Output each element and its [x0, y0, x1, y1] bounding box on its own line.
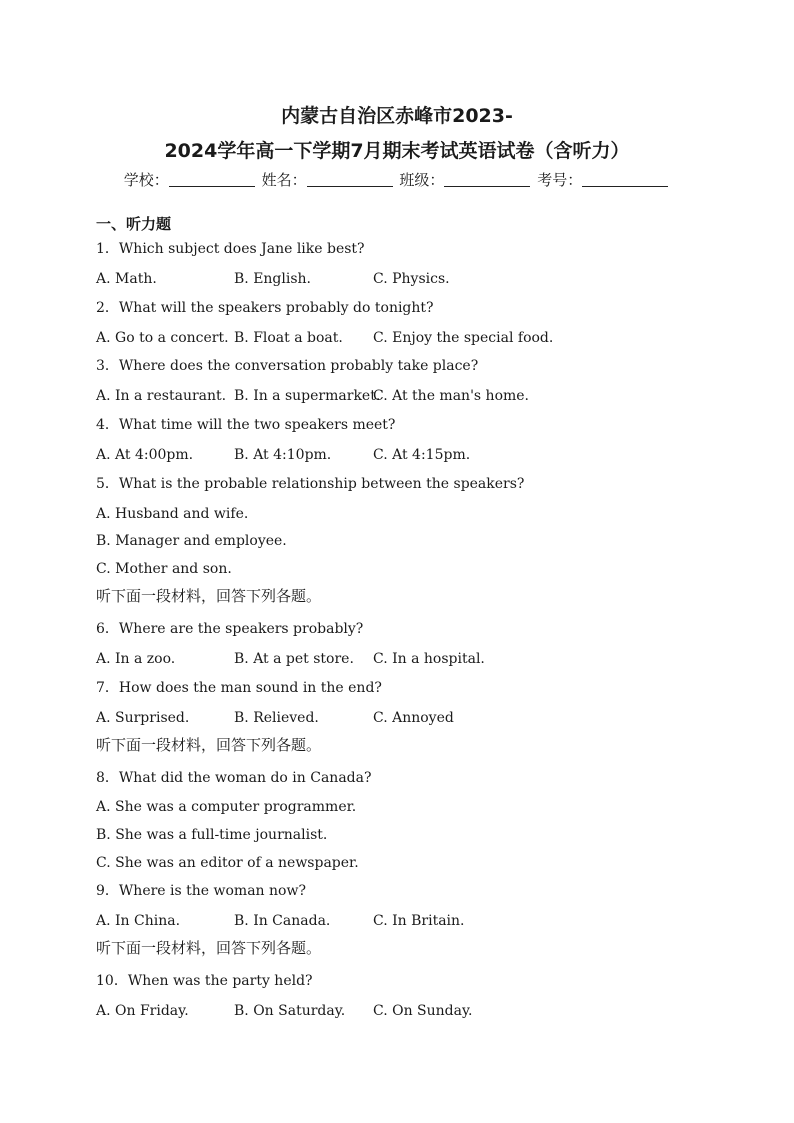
class-label: 班级：: [399, 171, 445, 189]
question-8: 8．What did the woman do in Canada?: [96, 770, 372, 786]
option-9b[interactable]: B. In Canada.: [234, 913, 331, 929]
option-4c[interactable]: C. At 4:15pm.: [373, 447, 471, 463]
option-4b[interactable]: B. At 4:10pm.: [234, 447, 332, 463]
option-5a[interactable]: A. Husband and wife.: [96, 506, 249, 522]
option-3a[interactable]: A. In a restaurant.: [96, 388, 227, 404]
student-info-row: [0, 170, 794, 190]
question-7: 7．How does the man sound in the end?: [96, 680, 382, 696]
option-1b[interactable]: B. English.: [234, 271, 311, 287]
option-5c[interactable]: C. Mother and son.: [96, 561, 232, 577]
question-5: 5．What is the probable relationship between the speakers?: [96, 476, 525, 492]
question-9: 9．Where is the woman now?: [96, 883, 306, 899]
instruction-2: 听下面一段材料，回答下列各题。: [96, 736, 322, 754]
option-2c[interactable]: C. Enjoy the special food.: [373, 330, 554, 346]
question-4: 4．What time will the two speakers meet?: [96, 417, 396, 433]
option-10c[interactable]: C. On Sunday.: [373, 1003, 473, 1019]
school-label: 学校：: [123, 171, 169, 189]
option-5b[interactable]: B. Manager and employee.: [96, 533, 287, 549]
class-blank[interactable]: [444, 172, 530, 187]
name-blank[interactable]: [307, 172, 393, 187]
question-3: 3．Where does the conversation probably take place?: [96, 358, 479, 374]
option-6c[interactable]: C. In a hospital.: [373, 651, 485, 667]
option-7b[interactable]: B. Relieved.: [234, 710, 319, 726]
option-3c[interactable]: C. At the man's home.: [373, 388, 530, 404]
option-9a[interactable]: A. In China.: [96, 913, 181, 929]
option-2b[interactable]: B. Float a boat.: [234, 330, 343, 346]
school-blank[interactable]: [169, 172, 255, 187]
option-2a[interactable]: A. Go to a concert.: [96, 330, 229, 346]
option-10b[interactable]: B. On Saturday.: [234, 1003, 346, 1019]
question-1: 1．Which subject does Jane like best?: [96, 241, 365, 257]
option-1c[interactable]: C. Physics.: [373, 271, 450, 287]
option-3b[interactable]: B. In a supermarket.: [234, 388, 381, 404]
title-line-1: 内蒙古自治区赤峰市2023-: [281, 105, 513, 127]
option-7a[interactable]: A. Surprised.: [96, 710, 190, 726]
question-6: 6．Where are the speakers probably?: [96, 621, 364, 637]
option-8b[interactable]: B. She was a full-time journalist.: [96, 827, 328, 843]
option-6a[interactable]: A. In a zoo.: [96, 651, 176, 667]
option-8c[interactable]: C. She was an editor of a newspaper.: [96, 855, 359, 871]
option-7c[interactable]: C. Annoyed: [373, 710, 454, 726]
option-10a[interactable]: A. On Friday.: [96, 1003, 189, 1019]
exam-number-blank[interactable]: [582, 172, 668, 187]
option-4a[interactable]: A. At 4:00pm.: [96, 447, 194, 463]
instruction-3: 听下面一段材料，回答下列各题。: [96, 939, 322, 957]
option-6b[interactable]: B. At a pet store.: [234, 651, 354, 667]
exam-number-label: 考号：: [537, 171, 583, 189]
option-1a[interactable]: A. Math.: [96, 271, 157, 287]
question-10: 10．When was the party held?: [96, 973, 313, 989]
option-9c[interactable]: C. In Britain.: [373, 913, 465, 929]
title-line-2: 2024学年高一下学期7月期末考试英语试卷（含听力）: [164, 140, 630, 162]
question-2: 2．What will the speakers probably do tonight?: [96, 300, 434, 316]
option-8a[interactable]: A. She was a computer programmer.: [96, 799, 357, 815]
name-label: 姓名：: [261, 171, 307, 189]
instruction-1: 听下面一段材料，回答下列各题。: [96, 587, 322, 605]
section-title-listening: 一、听力题: [96, 215, 172, 233]
